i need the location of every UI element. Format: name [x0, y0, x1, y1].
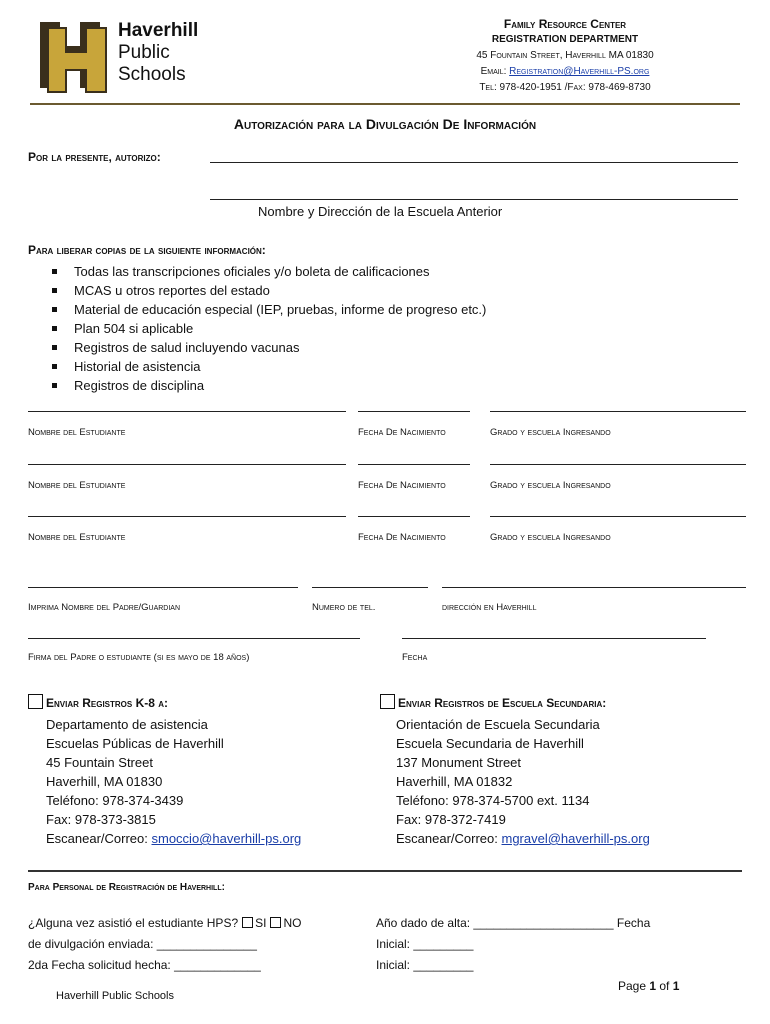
signature-date-label: Fecha: [402, 652, 428, 663]
student-dob-field[interactable]: [358, 516, 470, 517]
page-of: of: [656, 979, 673, 993]
staff-heading: Para Personal de Registración de Haverhill:: [28, 882, 225, 893]
student-name-field[interactable]: [28, 516, 346, 517]
second-request-row: 2da Fecha solicitud hecha: _____________: [28, 958, 261, 972]
h-logo-icon: [36, 16, 116, 94]
signature-label: Firma del Padre o estudiante (si es mayo de 18 años): [28, 652, 250, 663]
list-item: Historial de asistencia: [52, 357, 486, 376]
authorize-line-2[interactable]: [210, 199, 738, 200]
logo-line-3: Schools: [118, 64, 186, 85]
office-email-link[interactable]: Registration@Haverhill-PS.org: [509, 66, 650, 77]
page-indicator: [618, 979, 679, 993]
attended-question: ¿Alguna vez asistió el estudiante HPS?: [28, 916, 239, 930]
student-dob-label: Fecha De Nacimiento: [358, 532, 446, 543]
k8-address: [28, 715, 358, 848]
parent-phone-field[interactable]: [312, 587, 428, 588]
student-name-label: Nombre del Estudiante: [28, 427, 126, 438]
page-number: 1: [649, 979, 657, 993]
list-item: Registros de disciplina: [52, 376, 486, 395]
secondary-email-row: [396, 829, 750, 848]
secondary-email-link[interactable]: mgravel@haverhill-ps.org: [501, 831, 650, 846]
secondary-heading: Enviar Registros de Escuela Secundaria:: [398, 696, 607, 710]
yes-checkbox[interactable]: [242, 917, 253, 928]
list-item: Material de educación especial (IEP, pruebas, informe de progreso etc.): [52, 300, 486, 319]
k8-line: Departamento de asistencia: [46, 717, 208, 732]
parent-phone-label: Numero de tel.: [312, 602, 376, 613]
secondary-line: Teléfono: 978-374-5700 ext. 1134: [396, 793, 590, 808]
student-grade-label: Grado y escuela Ingresando: [490, 427, 611, 438]
page-total: 1: [672, 979, 680, 993]
student-name-field[interactable]: [28, 411, 346, 412]
department-name: REGISTRATION DEPARTMENT: [491, 34, 639, 45]
logo-line-1: Haverhill: [118, 20, 199, 41]
list-item: Todas las transcripciones oficiales y/o boleta de calificaciones: [52, 262, 486, 281]
footer-org: Haverhill Public Schools: [56, 990, 174, 1002]
release-heading: Para liberar copias de la siguiente información:: [28, 243, 266, 257]
student-name-label: Nombre del Estudiante: [28, 532, 126, 543]
k8-line: Fax: 978-373-3815: [46, 812, 156, 827]
header-rule: [30, 103, 740, 105]
k8-email-label: Escanear/Correo:: [46, 831, 152, 846]
authorize-line-1[interactable]: [210, 162, 738, 163]
initial-row-1: Inicial: _________: [376, 937, 474, 951]
email-label: Email:: [480, 66, 510, 77]
release-list: [30, 262, 486, 395]
staff-right: [376, 913, 650, 976]
discharge-row: Año dado de alta: _____________________ Fecha: [376, 916, 651, 930]
district-logo: [36, 14, 216, 94]
student-grade-field[interactable]: [490, 464, 746, 465]
student-dob-label: Fecha De Nacimiento: [358, 480, 446, 491]
secondary-line: Escuela Secundaria de Haverhill: [396, 736, 584, 751]
secondary-address: [380, 715, 750, 848]
secondary-email-label: Escanear/Correo:: [396, 831, 502, 846]
list-item: Registros de salud incluyendo vacunas: [52, 338, 486, 357]
logo-line-2: Public: [118, 42, 170, 63]
signature-field[interactable]: [28, 638, 360, 639]
k8-checkbox[interactable]: [28, 694, 43, 709]
staff-left: [28, 913, 301, 976]
secondary-line: Orientación de Escuela Secundaria: [396, 717, 600, 732]
authorize-sub-label: Nombre y Dirección de la Escuela Anterior: [258, 204, 503, 219]
parent-address-field[interactable]: [442, 587, 746, 588]
student-name-field[interactable]: [28, 464, 346, 465]
k8-email-link[interactable]: smoccio@haverhill-ps.org: [151, 831, 302, 846]
no-label: NO: [283, 916, 302, 930]
attended-row: [28, 913, 301, 934]
logo-wordmark: [118, 20, 198, 86]
secondary-line: 137 Monument Street: [396, 755, 522, 770]
list-item: Plan 504 si aplicable: [52, 319, 486, 338]
k8-heading: Enviar Registros K-8 a:: [46, 696, 169, 710]
secondary-line: Haverhill, MA 01832: [396, 774, 513, 789]
center-name: Family Resource Center: [503, 17, 627, 31]
document-title: Autorización para la Divulgación De Información: [233, 116, 537, 132]
office-address: 45 Fountain Street, Haverhill MA 01830: [476, 50, 654, 61]
k8-send-block: [28, 694, 358, 848]
signature-date-field[interactable]: [402, 638, 706, 639]
office-phone-fax: Tel: 978-420-1951 /Fax: 978-469-8730: [479, 82, 651, 93]
office-contact: [450, 16, 680, 96]
parent-name-label: Imprima Nombre del Padre/Guardian: [28, 602, 181, 613]
student-grade-field[interactable]: [490, 411, 746, 412]
initial-row-2: Inicial: _________: [376, 958, 474, 972]
k8-line: 45 Fountain Street: [46, 755, 153, 770]
secondary-send-block: [380, 694, 750, 848]
no-checkbox[interactable]: [270, 917, 281, 928]
parent-name-field[interactable]: [28, 587, 298, 588]
secondary-line: Fax: 978-372-7419: [396, 812, 506, 827]
student-grade-field[interactable]: [490, 516, 746, 517]
k8-line: Escuelas Públicas de Haverhill: [46, 736, 224, 751]
office-email: [450, 64, 680, 80]
k8-line: Teléfono: 978-374-3439: [46, 793, 184, 808]
secondary-heading-row: [380, 694, 750, 713]
student-grade-label: Grado y escuela Ingresando: [490, 532, 611, 543]
student-dob-field[interactable]: [358, 464, 470, 465]
student-dob-field[interactable]: [358, 411, 470, 412]
authorize-label: Por la presente, autorizo:: [28, 150, 161, 164]
parent-address-label: dirección en Haverhill: [442, 602, 537, 613]
yes-label: SI: [255, 916, 267, 930]
k8-email-row: [46, 829, 358, 848]
student-dob-label: Fecha De Nacimiento: [358, 427, 446, 438]
sent-date-row: de divulgación enviada: _______________: [28, 937, 257, 951]
secondary-checkbox[interactable]: [380, 694, 395, 709]
k8-heading-row: [28, 694, 358, 713]
staff-separator: [28, 870, 742, 872]
k8-line: Haverhill, MA 01830: [46, 774, 163, 789]
student-name-label: Nombre del Estudiante: [28, 480, 126, 491]
page-prefix: Page: [618, 979, 650, 993]
student-grade-label: Grado y escuela Ingresando: [490, 480, 611, 491]
list-item: MCAS u otros reportes del estado: [52, 281, 486, 300]
